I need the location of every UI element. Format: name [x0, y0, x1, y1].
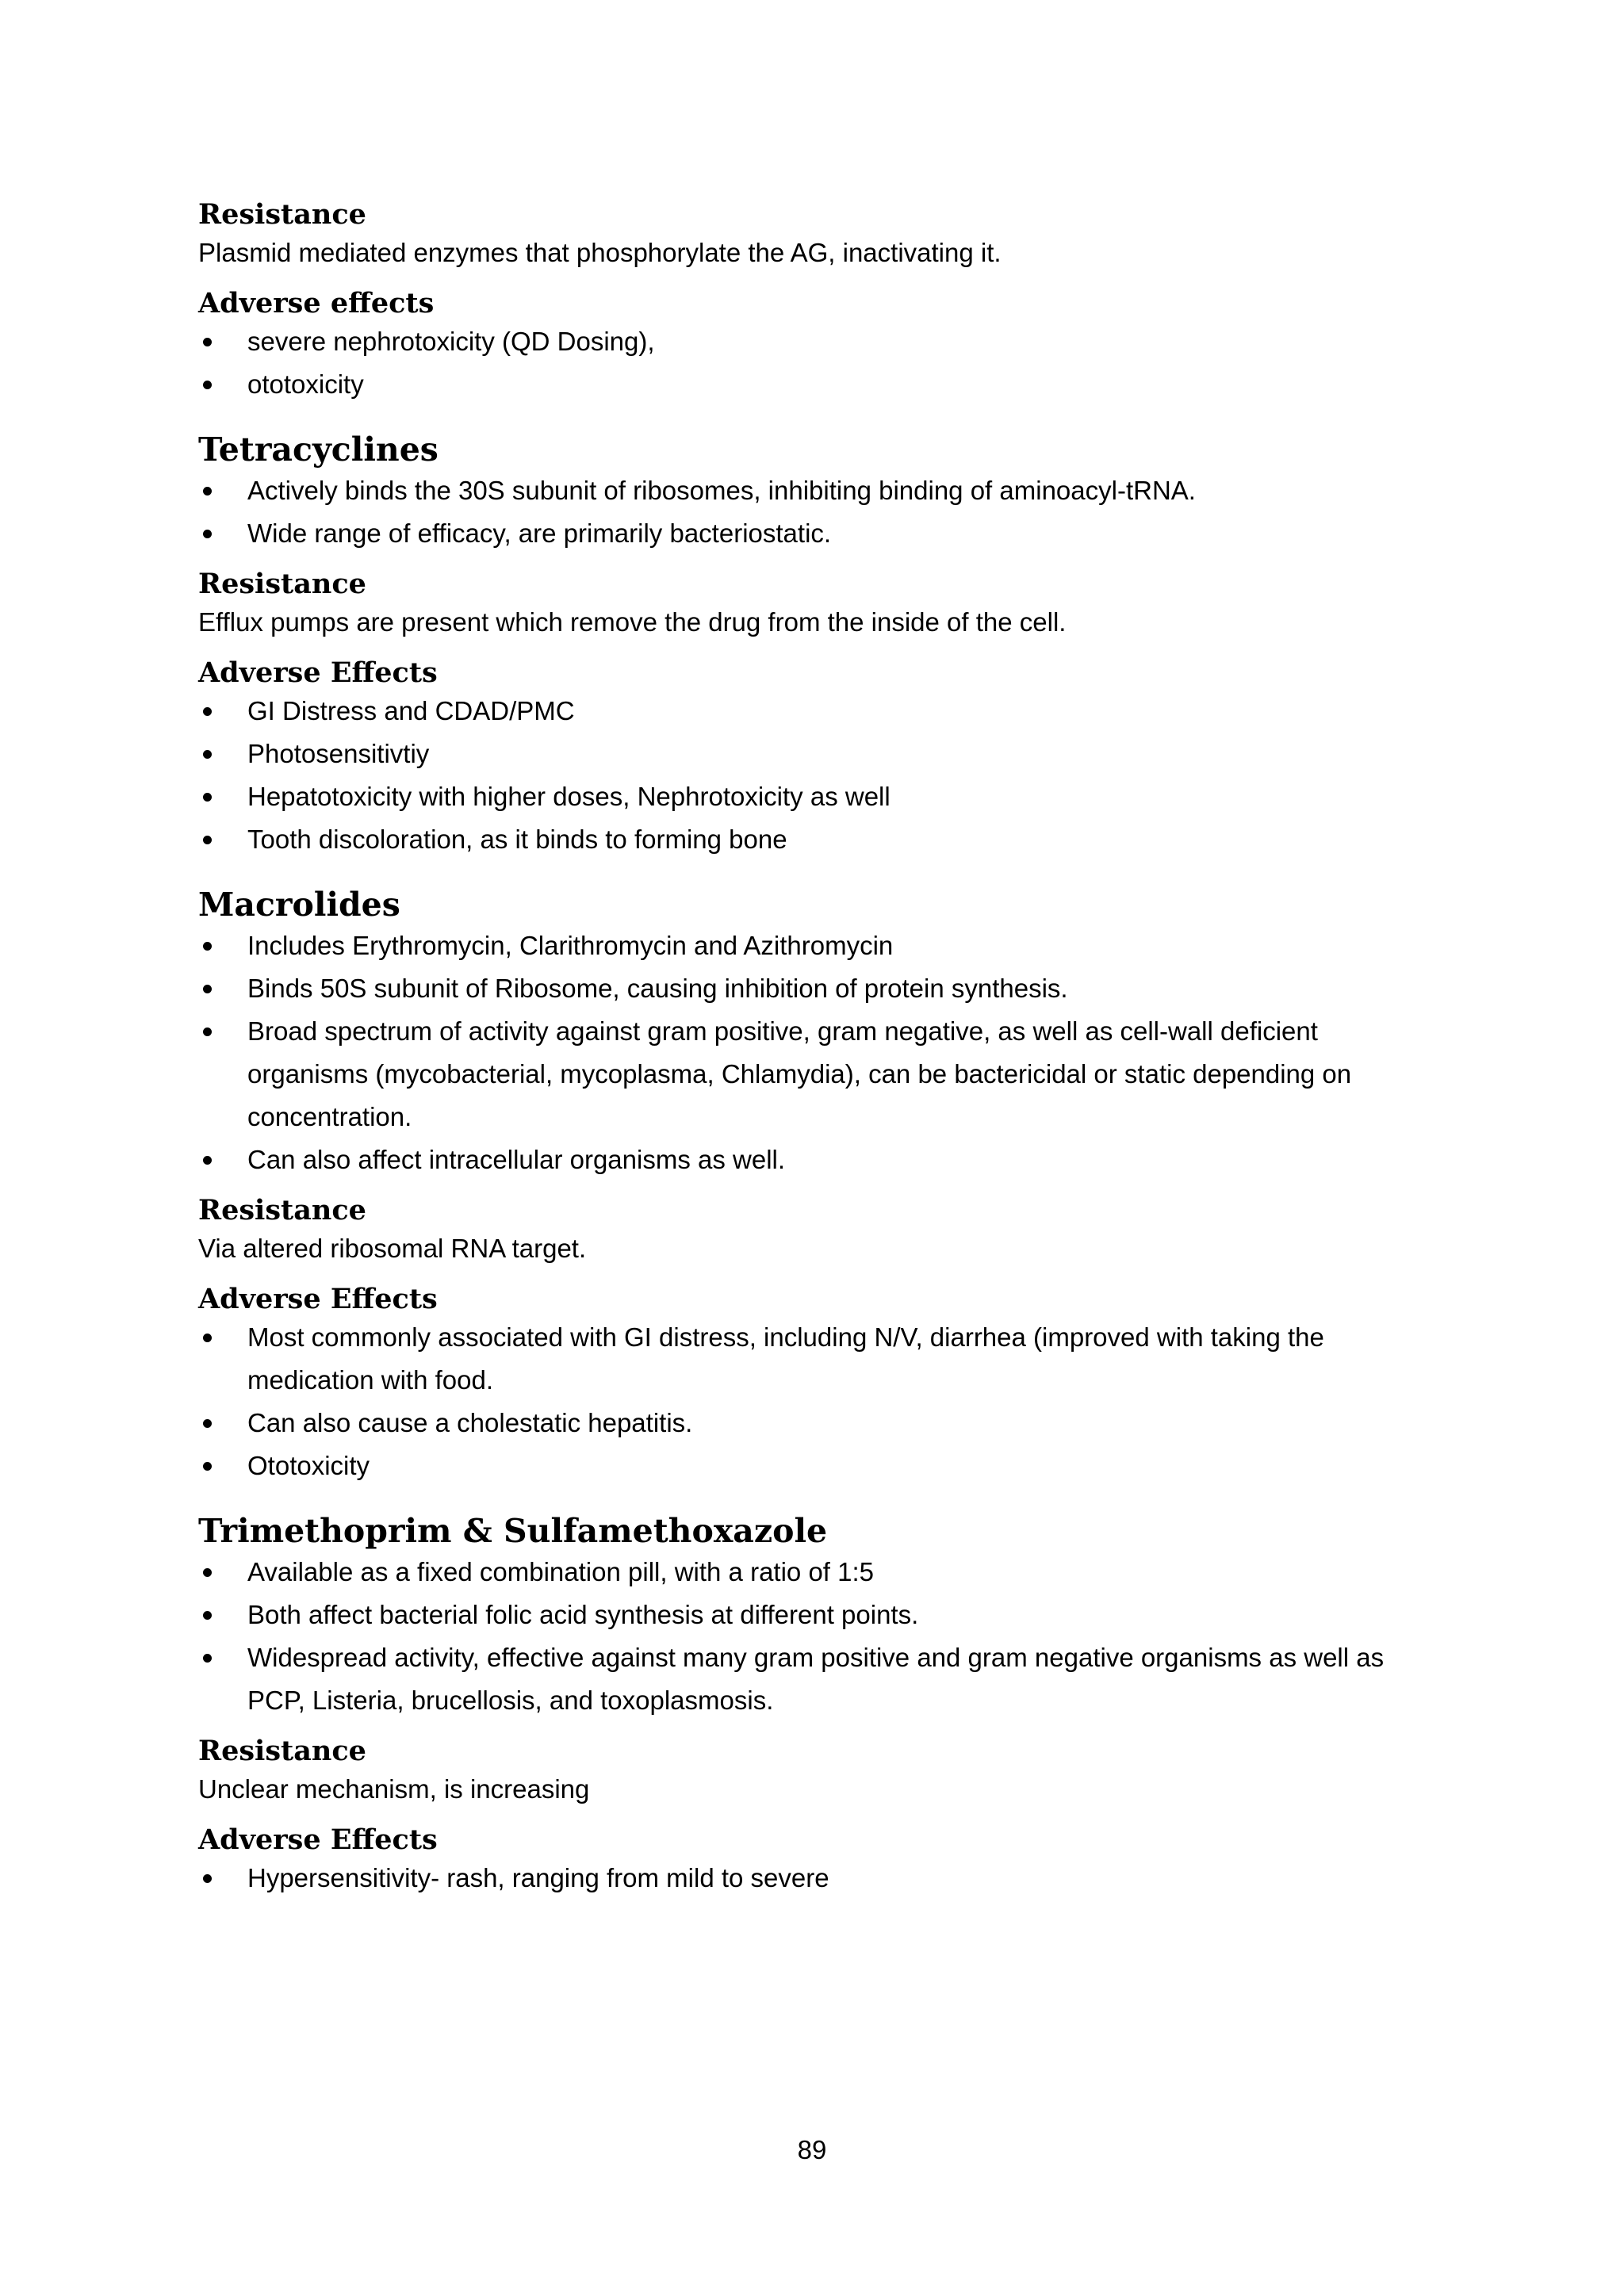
list-item: Hepatotoxicity with higher doses, Nephrotoxicity as well [198, 775, 1435, 818]
resistance-heading: Resistance [198, 198, 366, 231]
list-item: ototoxicity [198, 363, 1435, 406]
list-item: Wide range of efficacy, are primarily bacteriostatic. [198, 512, 1435, 555]
macrolides-list [198, 924, 1435, 1181]
adverse-effects-heading: Adverse Effects [198, 1823, 438, 1856]
document-page [198, 198, 1435, 1900]
list-item: Hypersensitivity- rash, ranging from mild to severe [198, 1857, 1435, 1900]
list-item: Both affect bacterial folic acid synthesis at different points. [198, 1594, 1435, 1636]
resistance-text: Efflux pumps are present which remove the drug from the inside of the cell. [198, 607, 1067, 637]
tmp-smx-list [198, 1551, 1435, 1722]
resistance-heading: Resistance [198, 1735, 366, 1767]
list-item: Binds 50S subunit of Ribosome, causing inhibition of protein synthesis. [198, 967, 1435, 1010]
resistance-text: Unclear mechanism, is increasing [198, 1774, 590, 1804]
adverse-effects-list [198, 1857, 1435, 1900]
list-item: Broad spectrum of activity against gram positive, gram negative, as well as cell-wall deficient organisms (mycobacterial, mycoplasma, Chlamydia), can be bactericidal or static depending on concentration. [198, 1010, 1435, 1138]
list-item: severe nephrotoxicity (QD Dosing), [198, 320, 1435, 363]
adverse-effects-heading: Adverse Effects [198, 656, 438, 689]
adverse-effects-list [198, 690, 1435, 861]
tetracyclines-list [198, 469, 1435, 555]
section-title-macrolides: Macrolides [198, 886, 400, 924]
section-title-tmp-smx: Trimethoprim & Sulfamethoxazole [198, 1512, 828, 1550]
section-title-tetracyclines: Tetracyclines [198, 430, 439, 469]
adverse-effects-list [198, 1316, 1435, 1487]
list-item: Can also affect intracellular organisms as well. [198, 1138, 1435, 1181]
list-item: Photosensitivtiy [198, 733, 1435, 775]
adverse-effects-heading: Adverse effects [198, 287, 435, 320]
list-item: Ototoxicity [198, 1445, 1435, 1487]
list-item: Widespread activity, effective against many gram positive and gram negative organisms as well as PCP, Listeria, brucellosis, and toxoplasmosis. [198, 1636, 1435, 1722]
list-item: Can also cause a cholestatic hepatitis. [198, 1402, 1435, 1445]
list-item: Tooth discoloration, as it binds to forming bone [198, 818, 1435, 861]
list-item: Actively binds the 30S subunit of ribosomes, inhibiting binding of aminoacyl-tRNA. [198, 469, 1435, 512]
resistance-heading: Resistance [198, 1194, 366, 1226]
resistance-heading: Resistance [198, 568, 366, 600]
page-number: 89 [797, 2135, 827, 2164]
list-item: Includes Erythromycin, Clarithromycin and Azithromycin [198, 924, 1435, 967]
resistance-text: Plasmid mediated enzymes that phosphorylate the AG, inactivating it. [198, 238, 1002, 267]
list-item: Most commonly associated with GI distress, including N/V, diarrhea (improved with taking the medication with food. [198, 1316, 1435, 1402]
list-item: GI Distress and CDAD/PMC [198, 690, 1435, 733]
adverse-effects-list [198, 320, 1435, 406]
resistance-text: Via altered ribosomal RNA target. [198, 1234, 587, 1263]
adverse-effects-heading: Adverse Effects [198, 1283, 438, 1315]
list-item: Available as a fixed combination pill, with a ratio of 1:5 [198, 1551, 1435, 1594]
